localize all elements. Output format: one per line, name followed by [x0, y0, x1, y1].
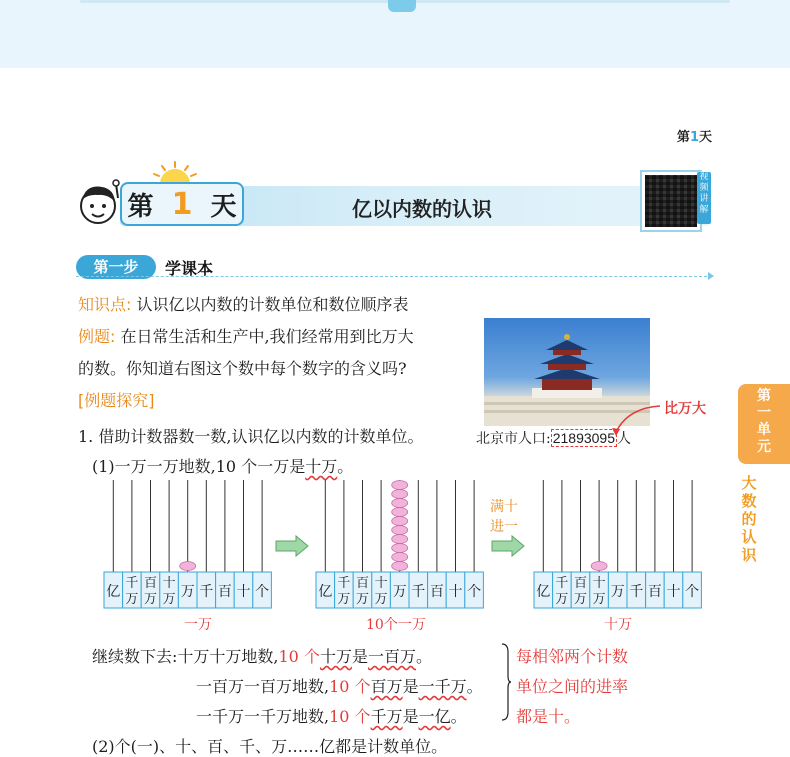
abacus-bead — [392, 526, 408, 535]
abacus-label: 万 — [573, 592, 588, 607]
continue-line-1 — [92, 644, 432, 667]
cl2-b: 10 个 — [329, 677, 371, 696]
abacus-bead — [392, 562, 408, 571]
abacus-label: 十 — [666, 584, 681, 600]
note-line-2: 单位之间的进率 — [516, 677, 629, 696]
day-number: 1 — [171, 186, 193, 222]
cl3-f: 。 — [450, 707, 467, 726]
abacus-label: 百 — [429, 584, 444, 600]
abacus-label: 千 — [337, 576, 351, 591]
day-word-1: 第 — [127, 191, 154, 222]
abacus-label: 十 — [448, 584, 463, 600]
abacus-label: 千 — [555, 576, 569, 591]
cl2-c: 百万 — [370, 677, 403, 696]
abacus-bead — [180, 562, 196, 571]
arrow-right-icon — [492, 536, 524, 556]
abacus-label: 个 — [255, 584, 270, 600]
cl1-b: 10 个 — [278, 647, 320, 666]
note-line-1: 每相邻两个计数 — [516, 647, 629, 666]
cl1-e: 一百万 — [367, 647, 416, 666]
day-word-2: 天 — [210, 191, 237, 222]
abacus-label: 百 — [355, 576, 370, 591]
cl2-a: 一百万一百万地数, — [196, 677, 330, 696]
example-text-1: 在日常生活和生产中,我们经常用到比万大 — [120, 327, 414, 346]
knowledge-tag: 知识点: — [78, 295, 132, 314]
abacus-bead — [392, 508, 408, 517]
unit-side-tab[interactable] — [738, 384, 790, 464]
lesson-title-bar — [120, 186, 710, 226]
step-divider — [76, 276, 712, 277]
abacus-label: 千 — [629, 584, 644, 600]
abacus-label: 万 — [162, 592, 176, 607]
continue-line-3 — [196, 704, 467, 727]
cl3-d: 是 — [402, 707, 419, 726]
abacus-label: 十 — [236, 584, 251, 600]
qr-code[interactable] — [642, 172, 700, 230]
abacus-label: 万 — [592, 592, 606, 607]
sub1-period: 。 — [337, 457, 354, 476]
knowledge-point — [78, 292, 409, 315]
day-num: 1 — [689, 130, 699, 145]
abacus-label: 百 — [217, 584, 232, 600]
abacus-label: 万 — [143, 592, 158, 607]
abacus-bead — [591, 562, 607, 571]
cl1-f: 。 — [415, 647, 432, 666]
example-tag: 例题: — [78, 327, 116, 346]
abacus-bead — [392, 517, 408, 526]
abacus-label: 亿 — [318, 584, 333, 600]
carry-text-1: 满十 — [490, 499, 518, 515]
abacus-label: 万 — [337, 592, 351, 607]
sub1-text: (1)一万一万地数,10 个一万是 — [92, 457, 306, 476]
lesson-title: 亿以内数的认识 — [352, 197, 492, 221]
unit-topic-tab: 大 数 的 认 识 — [741, 474, 757, 564]
abacus-bead — [392, 481, 408, 490]
abacus-label: 万 — [355, 592, 370, 607]
abacus-label: 万 — [374, 592, 388, 607]
cl2-e: 一千万 — [418, 677, 467, 696]
step-pill: 第一步 — [76, 255, 156, 279]
abacus-label: 千 — [411, 584, 426, 600]
abacus-diagram — [0, 470, 730, 636]
abacus-caption-2: 10个一万 — [366, 617, 426, 633]
page-day-tag — [677, 126, 712, 145]
cl3-b: 10 个 — [329, 707, 371, 726]
example-explore: [例题探究] — [78, 391, 155, 410]
cl2-f: 。 — [466, 677, 483, 696]
cl2-d: 是 — [402, 677, 419, 696]
video-label[interactable]: 视频讲解 — [697, 172, 711, 224]
top-tab — [388, 0, 416, 12]
abacus-label: 亿 — [536, 584, 551, 600]
top-band — [0, 0, 790, 68]
sub1-answer: 十万 — [305, 457, 338, 476]
abacus-label: 万 — [392, 584, 407, 600]
cl3-c: 千万 — [370, 707, 403, 726]
population-number: 21893095 — [552, 430, 616, 446]
abacus-bead — [392, 553, 408, 562]
population-caption — [476, 428, 631, 448]
abacus-label: 百 — [573, 576, 588, 591]
arrow-right-icon — [276, 536, 308, 556]
abacus-bead — [392, 535, 408, 544]
question-1: 1. 借助计数器数一数,认识亿以内数的计数单位。 — [78, 427, 424, 446]
day-badge — [120, 182, 244, 226]
caption-suffix: 人 — [617, 431, 632, 447]
abacus-label: 万 — [125, 592, 139, 607]
cl1-c: 十万 — [319, 647, 352, 666]
step-label: 学课本 — [165, 259, 214, 278]
abacus-caption-3: 十万 — [604, 617, 632, 633]
continue-line-2 — [196, 674, 483, 697]
cl3-a: 一千万一千万地数, — [196, 707, 330, 726]
cl1-d: 是 — [351, 647, 368, 666]
abacus-label: 个 — [685, 584, 700, 600]
cartoon-kid-icon — [72, 178, 124, 230]
abacus-bead — [392, 499, 408, 508]
abacus-label: 万 — [180, 584, 195, 600]
unit-tab-text: 第 一 单 元 — [757, 388, 771, 455]
cl3-e: 一亿 — [418, 707, 451, 726]
abacus-label: 亿 — [106, 584, 121, 600]
abacus-label: 万 — [555, 592, 569, 607]
brace — [500, 642, 512, 722]
abacus-label: 千 — [199, 584, 214, 600]
abacus-bead — [392, 490, 408, 499]
caption-prefix: 北京市人口: — [476, 431, 551, 447]
note-line-3: 都是十。 — [516, 707, 581, 726]
abacus-caption-1: 一万 — [184, 617, 212, 633]
question-1-sub2: (2)个(一)、十、百、千、万……亿都是计数单位。 — [92, 737, 448, 756]
abacus-label: 个 — [467, 584, 482, 600]
abacus-label: 百 — [143, 576, 158, 591]
abacus-bead — [392, 544, 408, 553]
abacus-label: 十 — [162, 576, 176, 591]
day-suffix: 天 — [698, 130, 712, 145]
abacus-label: 十 — [374, 576, 388, 591]
abacus-label: 万 — [610, 584, 625, 600]
sun-icon — [150, 160, 200, 184]
day-prefix: 第 — [676, 130, 690, 145]
example-line-2: 的数。你知道右图这个数中每个数字的含义吗? — [78, 359, 407, 378]
carry-text-2: 进一 — [490, 519, 518, 535]
abacus-label: 千 — [125, 576, 139, 591]
knowledge-text: 认识亿以内数的计数单位和数位顺序表 — [136, 295, 409, 314]
example-line-1 — [78, 324, 414, 347]
cl1-a: 继续数下去:十万十万地数, — [92, 647, 279, 666]
abacus-label: 十 — [592, 576, 606, 591]
callout-label: 比万大 — [664, 401, 706, 417]
abacus-label: 百 — [647, 584, 662, 600]
